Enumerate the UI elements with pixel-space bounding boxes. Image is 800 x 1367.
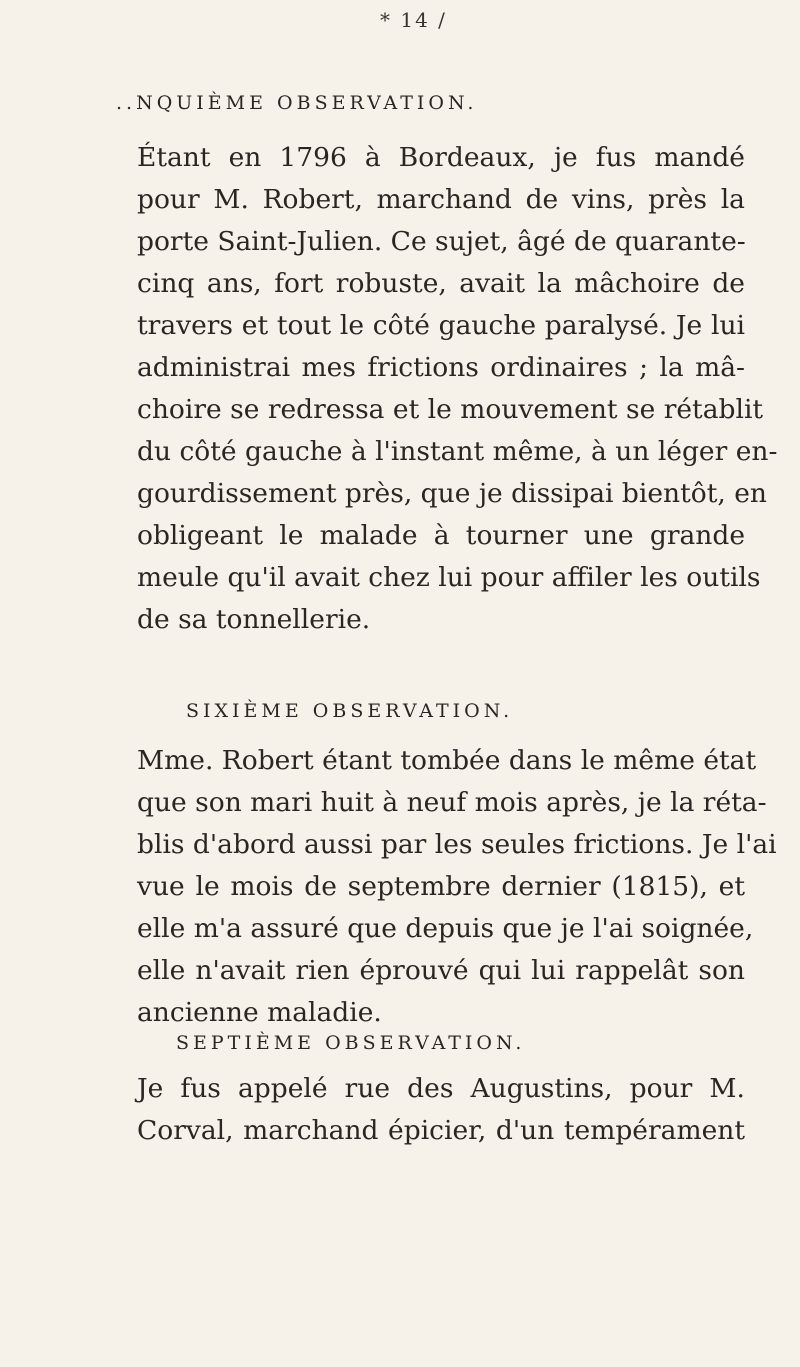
text-line: choire se redressa et le mouvement se rétablit bbox=[137, 394, 764, 425]
page-folio: * 14 / bbox=[380, 8, 447, 32]
text-line: Je fus appelé rue des Augustins, pour M. bbox=[137, 1073, 745, 1104]
text-line: de sa tonnellerie. bbox=[137, 604, 371, 635]
text-line: blis d'abord aussi par les seules frictions. Je l'ai bbox=[137, 829, 777, 860]
section-paragraph-sixieme bbox=[137, 740, 777, 1034]
text-line: administrai mes frictions ordinaires ; la mâ- bbox=[137, 352, 745, 383]
text-line: travers et tout le côté gauche paralysé. Je lui bbox=[137, 310, 745, 341]
text-line: vue le mois de septembre dernier (1815), et bbox=[137, 871, 745, 902]
text-line: porte Saint-Julien. Ce sujet, âgé de quarante- bbox=[137, 226, 746, 257]
text-line: du côté gauche à l'instant même, à un léger en- bbox=[137, 436, 778, 467]
section-heading-sixieme: SIXIÈME OBSERVATION. bbox=[186, 700, 514, 722]
section-paragraph-cinquieme bbox=[137, 137, 778, 641]
text-line: pour M. Robert, marchand de vins, près la bbox=[137, 184, 745, 215]
section-heading-cinquieme: ..NQUIÈME OBSERVATION. bbox=[116, 92, 478, 114]
text-line: obligeant le malade à tourner une grande bbox=[137, 520, 745, 551]
text-line: Mme. Robert étant tombée dans le même état bbox=[137, 745, 757, 776]
section-paragraph-septieme bbox=[137, 1068, 745, 1152]
text-line: elle n'avait rien éprouvé qui lui rappelât son bbox=[137, 955, 745, 986]
text-line: meule qu'il avait chez lui pour affiler les outils bbox=[137, 562, 761, 593]
text-line: ancienne maladie. bbox=[137, 997, 382, 1028]
text-line: Étant en 1796 à Bordeaux, je fus mandé bbox=[137, 142, 745, 173]
section-heading-septieme: SEPTIÈME OBSERVATION. bbox=[176, 1032, 526, 1054]
text-line: cinq ans, fort robuste, avait la mâchoire de bbox=[137, 268, 745, 299]
text-line: elle m'a assuré que depuis que je l'ai soignée, bbox=[137, 913, 754, 944]
text-line: que son mari huit à neuf mois après, je la réta- bbox=[137, 787, 767, 818]
text-line: gourdissement près, que je dissipai bientôt, en bbox=[137, 478, 767, 509]
text-line: Corval, marchand épicier, d'un tempérament bbox=[137, 1115, 745, 1146]
